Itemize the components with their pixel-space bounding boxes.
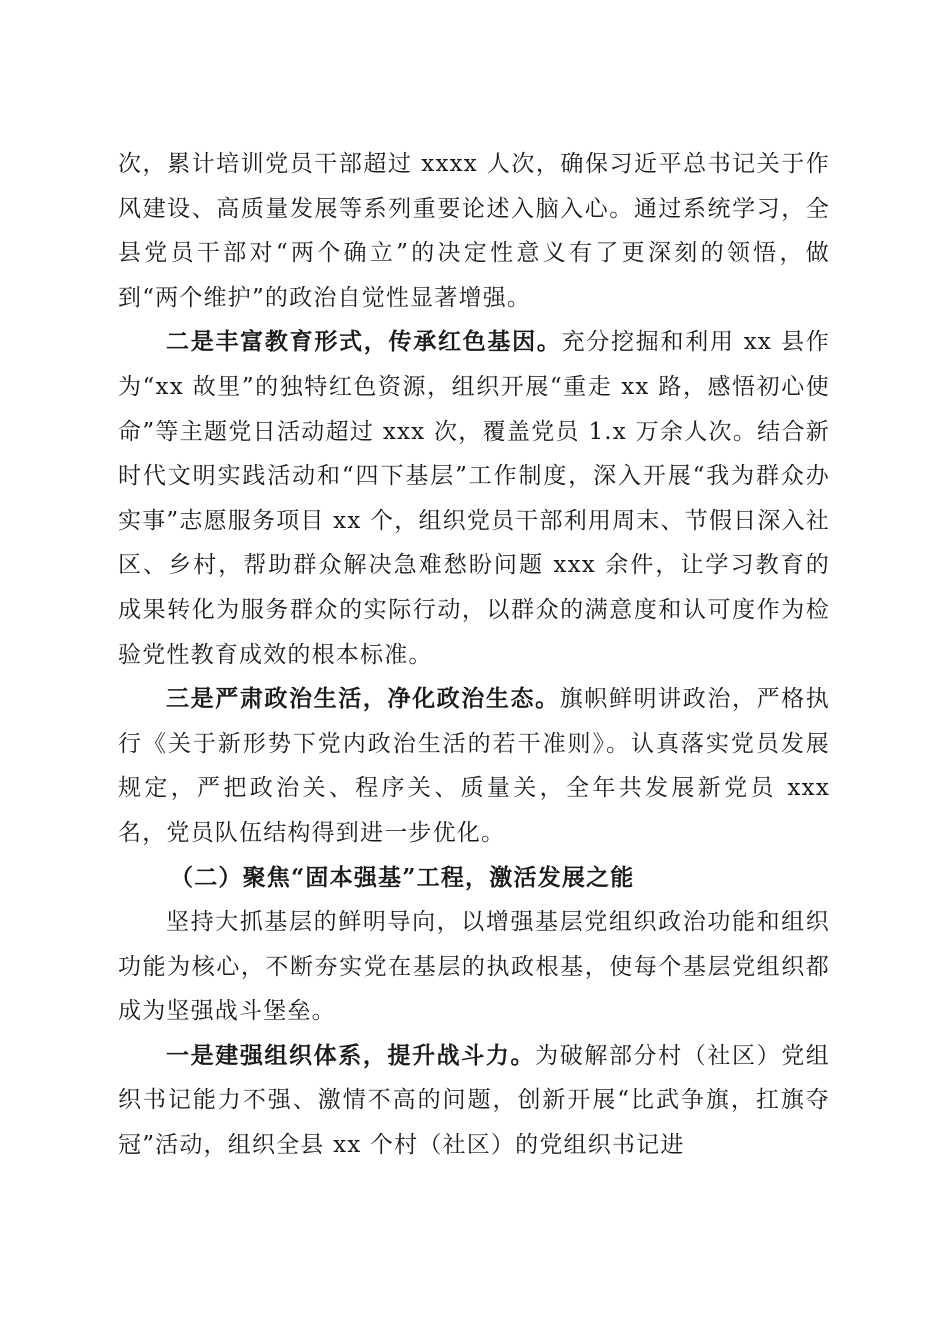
paragraph-text: 充分挖掘和利用 xx 县作为“xx 故里”的独特红色资源，组织开展“重走 xx 路，感悟初心使命”等主题党日活动超过 xxx 次，覆盖党员 1.x 万余人次。结合新时代文明实践活动和“四下基层”工作制度，深入开展“我为群众办实事”志愿服务项目 xx 个，组织党员干部利用周末、节假日深入社区、乡村，帮助群众解决急难愁盼问题 xxx 余件，让学习教育的成果转化为服务群众的实际行动，以群众的满意度和认可度作为检验党性教育成效的根本标准。 (118, 329, 830, 668)
paragraph-item-1 (118, 1034, 830, 1168)
paragraph-lead: 二是丰富教育形式，传承红色基因。 (166, 328, 562, 356)
paragraph-continued (118, 142, 830, 320)
section-intro: 坚持大抓基层的鲜明导向，以增强基层党组织政治功能和组织功能为核心，不断夯实党在基层的执政根基，使每个基层党组织都成为坚强战斗堡垒。 (118, 909, 830, 1025)
paragraph-lead: 一是建强组织体系，提升战斗力。 (166, 1041, 536, 1069)
paragraph-item-3 (118, 677, 830, 855)
section-heading: （二）聚焦“固本强基”工程，激活发展之能 (170, 863, 635, 891)
paragraph-text: 次，累计培训党员干部超过 xxxx 人次，确保习近平总书记关于作风建设、高质量发展等系列重要论述入脑入心。通过系统学习，全县党员干部对“两个确立”的决定性意义有了更深刻的领悟，做到“两个维护”的政治自觉性显著增强。 (118, 151, 830, 311)
paragraph-text: 为破解部分村（社区）党组织书记能力不强、激情不高的问题，创新开展“比武争旗，扛旗夺冠”活动，组织全县 xx 个村（社区）的党组织书记进 (118, 1042, 831, 1159)
document-body (118, 142, 830, 1168)
paragraph-text: 旗帜鲜明讲政治，严格执行《关于新形势下党内政治生活的若干准则》。认真落实党员发展规定，严把政治关、程序关、质量关，全年共发展新党员 xxx 名，党员队伍结构得到进一步优化。 (118, 686, 831, 846)
paragraph-item-2 (118, 320, 830, 677)
paragraph-lead: 三是严肃政治生活，净化政治生态。 (166, 685, 560, 713)
